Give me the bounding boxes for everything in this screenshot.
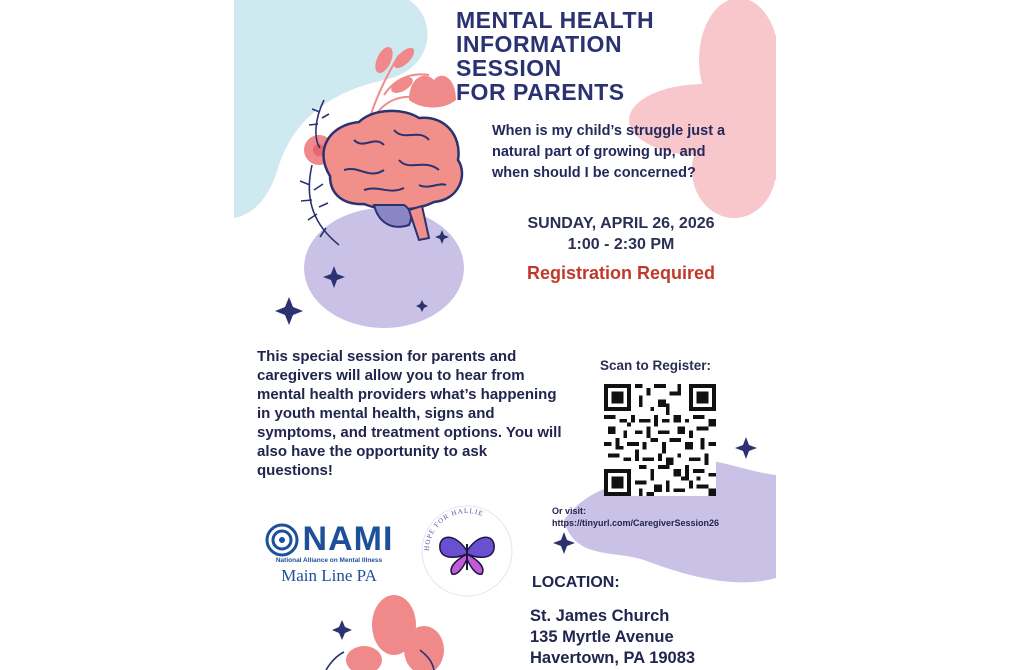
flyer — [234, 0, 776, 670]
title-line: SESSION — [456, 55, 562, 81]
address-line: St. James Church — [530, 607, 670, 625]
nami-swirl-icon — [265, 523, 299, 557]
title-line: MENTAL HEALTH — [456, 7, 655, 33]
nami-chapter: Main Line PA — [281, 566, 377, 585]
registration-link[interactable]: https://tinyurl.com/CaregiverSession26 — [552, 518, 720, 528]
or-visit-label: Or visit: — [552, 506, 587, 516]
address-line: 135 Myrtle Avenue — [530, 628, 674, 646]
title-line: INFORMATION — [456, 31, 623, 57]
title-line: FOR PARENTS — [456, 79, 625, 105]
event-datetime — [496, 213, 746, 255]
session-description: This special session for parents and caregivers will allow you to hear from mental health providers what’s happening in youth mental health, signs and symptoms, and treatment options. You will also have the opportunity to ask questions! — [257, 348, 562, 479]
lavender-circle — [304, 208, 464, 328]
question-text: When is my child’s struggle just a natural part of growing up, and when should I be concerned? — [492, 123, 726, 181]
hope-logo-text: HOPE FOR HALLIE — [422, 506, 485, 552]
event-time: 1:00 - 2:30 PM — [567, 236, 675, 253]
tulip-flower-icon — [409, 76, 456, 108]
registration-required: Registration Required — [526, 263, 716, 283]
page-title — [456, 8, 654, 104]
nami-subtitle: National Alliance on Mental Illness — [275, 557, 383, 564]
nami-wordmark: NAMI — [302, 520, 394, 558]
address-line: Havertown, PA 19083 — [530, 649, 696, 667]
or-visit-block — [552, 505, 719, 529]
location-heading: LOCATION: — [532, 574, 620, 591]
qr-code[interactable] — [604, 384, 716, 496]
location-address — [530, 606, 695, 669]
scan-label: Scan to Register: — [600, 358, 712, 373]
hope-for-hallie-logo — [420, 504, 514, 598]
nami-logo — [264, 520, 394, 586]
event-date: SUNDAY, APRIL 26, 2026 — [527, 215, 715, 232]
